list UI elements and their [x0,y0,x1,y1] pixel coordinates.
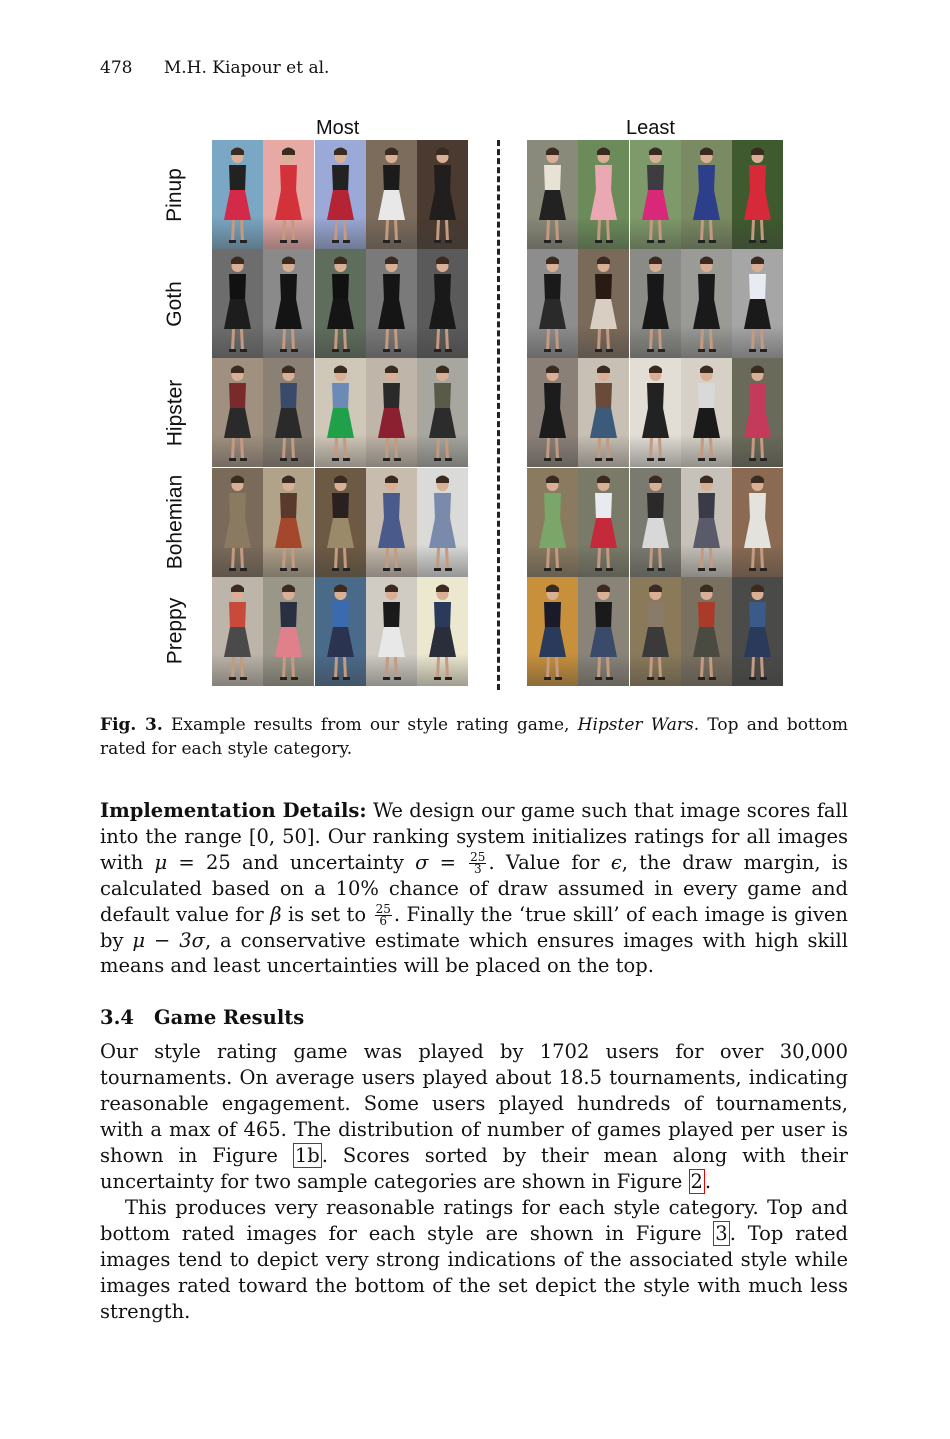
figure-caption [100,713,848,761]
photo-preppy-least-3 [630,577,681,686]
row-label-goth: Goth [163,281,186,327]
photo-preppy-most-1 [212,577,263,686]
photo-hipster-most-3 [315,358,366,467]
figure-ref-link[interactable]: 1b [294,1143,320,1167]
photo-preppy-least-5 [732,577,783,686]
impl-text: . Finally the ‘true skill’ of each image is given by [100,902,848,952]
impl-text: = 25 and uncertainty [167,850,416,874]
photo-hipster-least-3 [630,358,681,467]
photo-bohemian-least-1 [527,468,578,577]
photo-goth-least-1 [527,249,578,358]
photo-goth-most-3 [315,249,366,358]
photo-bohemian-least-5 [732,468,783,577]
photo-pinup-least-4 [681,140,732,249]
photo-goth-least-2 [578,249,629,358]
impl-text: = [428,850,468,874]
math-expression: μ − 3σ [132,928,205,952]
column-header-least: Least [626,117,675,139]
fraction-denominator: 3 [473,861,482,876]
impl-text: We design our game such that image scores fall into the range [0, 50]. Our ranking system initializes ratings for all images with [100,799,849,874]
photo-preppy-most-3 [315,577,366,686]
photo-pinup-least-5 [732,140,783,249]
fraction-denominator: 6 [379,913,388,928]
photo-pinup-most-3 [315,140,366,249]
fraction-numerator: 25 [375,901,391,916]
caption-text-1: Example results from our style rating game, [162,715,578,735]
photo-goth-most-1 [212,249,263,358]
photo-goth-most-2 [263,249,314,358]
photo-preppy-most-2 [263,577,314,686]
photo-pinup-most-5 [417,140,468,249]
photo-pinup-most-1 [212,140,263,249]
photo-bohemian-most-5 [417,468,468,577]
column-header-most: Most [316,117,360,139]
figure-ref-link[interactable]: 3 [715,1221,728,1245]
fraction-25-6 [375,901,392,928]
impl-text: . Value for [488,850,611,874]
photo-goth-most-5 [417,249,468,358]
fraction-numerator: 25 [470,849,486,864]
photo-preppy-least-2 [578,577,629,686]
photo-preppy-most-4 [366,577,417,686]
figure-divider [497,140,500,690]
page-header [100,58,329,78]
caption-label: Fig. 3. [100,715,163,735]
fraction-25-3 [469,849,486,876]
math-beta: β [270,902,282,926]
photo-bohemian-least-4 [681,468,732,577]
section-number: 3.4 [100,1006,134,1029]
page-number: 478 [100,58,133,78]
implementation-paragraph [100,798,848,979]
photo-hipster-most-4 [366,358,417,467]
photo-hipster-most-1 [212,358,263,467]
photo-hipster-least-2 [578,358,629,467]
results-text: . Top rated images tend to depict very strong indications of the associated style while images rated toward the bottom of the set depict the style with much less strength. [100,1221,848,1323]
photo-pinup-least-3 [630,140,681,249]
photo-hipster-least-4 [681,358,732,467]
photo-bohemian-most-1 [212,468,263,577]
running-head-authors: M.H. Kiapour et al. [163,58,330,78]
photo-bohemian-most-4 [366,468,417,577]
results-text: This produces very reasonable ratings for each style category. Top and bottom rated images for each style are shown in Figure [100,1196,848,1245]
photo-bohemian-least-3 [630,468,681,577]
results-text: . Scores sorted by their mean along with their uncertainty for two sample categories are shown in Figure [100,1143,848,1193]
section-heading [100,1006,304,1029]
photo-bohemian-most-2 [263,468,314,577]
section-title: Game Results [153,1006,305,1029]
impl-text: , a conservative estimate which ensures images with high skill means and least uncertainties will be placed on the top. [100,928,848,978]
photo-preppy-least-1 [527,577,578,686]
photo-goth-least-4 [681,249,732,358]
photo-pinup-least-2 [578,140,629,249]
photo-preppy-least-4 [681,577,732,686]
photo-pinup-most-4 [366,140,417,249]
photo-hipster-most-5 [417,358,468,467]
photo-hipster-least-5 [732,358,783,467]
photo-preppy-most-5 [417,577,468,686]
impl-text: is set to [281,902,373,926]
photo-pinup-least-1 [527,140,578,249]
photo-hipster-least-1 [527,358,578,467]
math-epsilon: ϵ [610,850,622,874]
math-sigma: σ [415,850,429,874]
caption-emphasis: Hipster Wars [577,715,694,735]
results-text: . [704,1169,712,1193]
row-label-hipster: Hipster [163,379,186,447]
photo-goth-least-3 [630,249,681,358]
caption-text-2: . Top and bottom rated for each style category. [100,715,848,759]
results-paragraph-1 [100,1039,848,1194]
math-mu: μ [154,850,168,874]
implementation-heading: Implementation Details: [100,799,367,822]
photo-bohemian-most-3 [315,468,366,577]
figure-ref-link[interactable]: 2 [690,1169,703,1193]
row-label-bohemian: Bohemian [163,474,186,570]
row-label-preppy: Preppy [163,598,187,665]
figure-3 [160,112,800,692]
results-text: Our style rating game was played by 1702 users for over 30,000 tournaments. On average users played about 18.5 tournaments, indicating reasonable engagement. Some users played hundreds of tournaments, with a max of 465. The distribution of number of games played per user is shown in Figure [100,1040,848,1167]
photo-bohemian-least-2 [578,468,629,577]
photo-goth-least-5 [732,249,783,358]
photo-hipster-most-2 [263,358,314,467]
results-paragraph-2 [100,1195,848,1325]
photo-pinup-most-2 [263,140,314,249]
photo-goth-most-4 [366,249,417,358]
impl-text: , the draw margin, is calculated based on a 10% chance of draw assumed in every game and default value for [100,850,848,926]
row-label-pinup: Pinup [163,167,186,222]
